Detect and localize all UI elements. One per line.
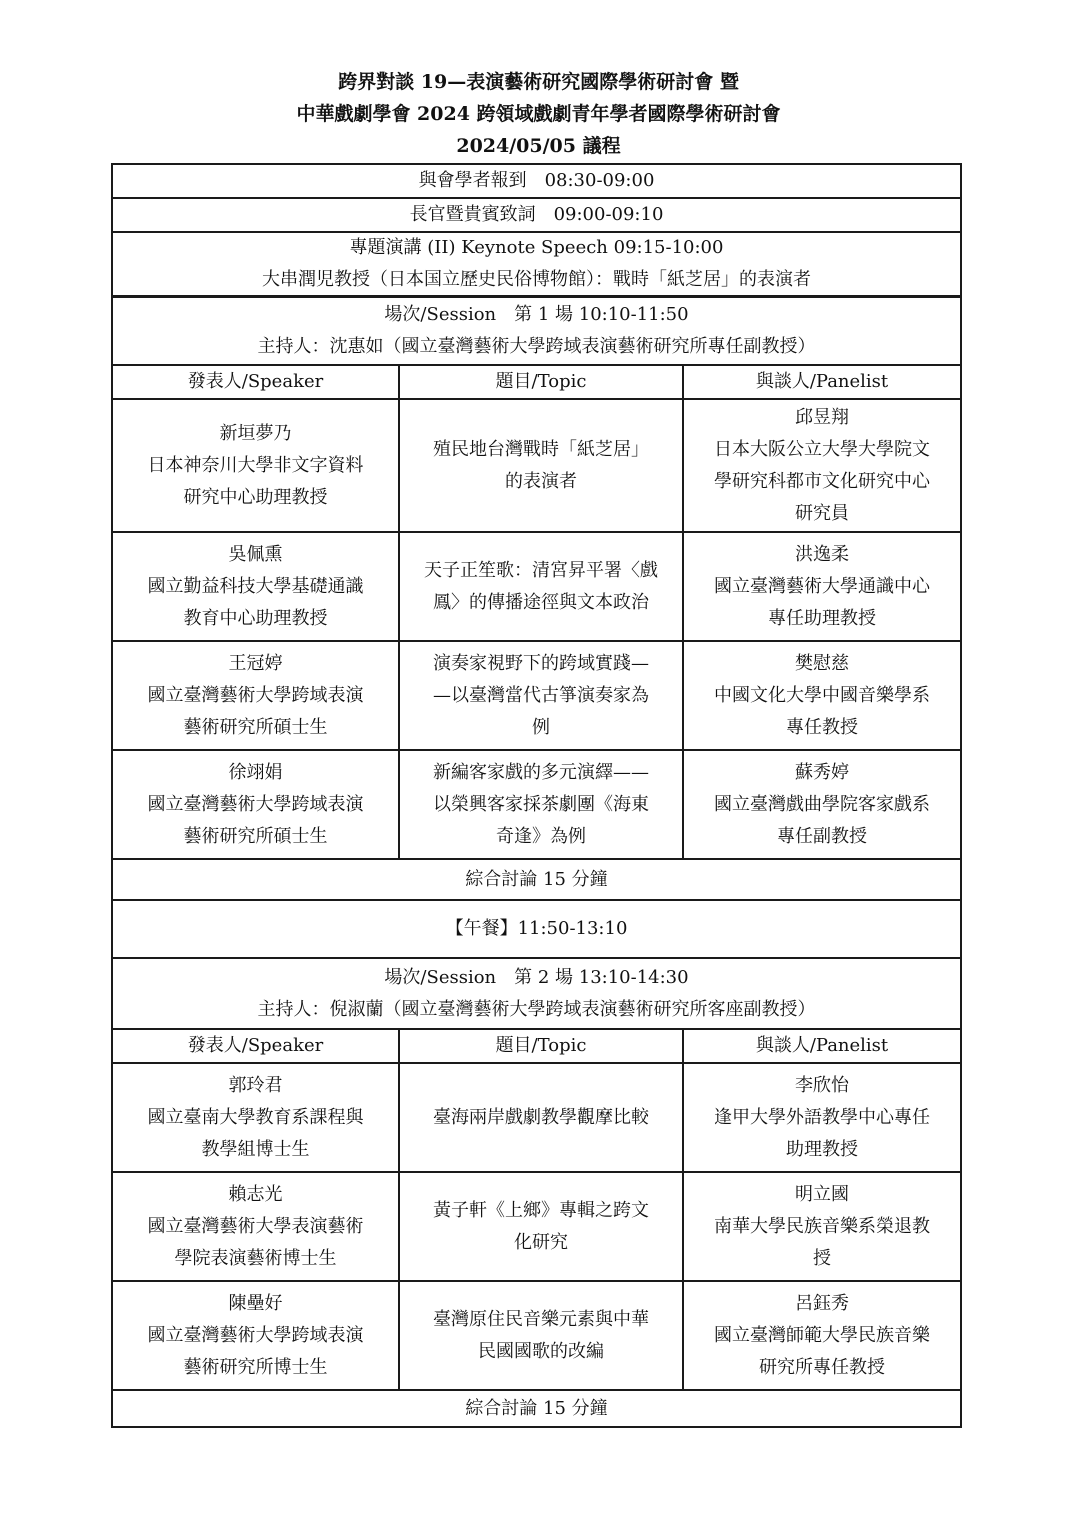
speaker-affiliation: 藝術研究所博士生: [183, 1356, 328, 1378]
panelist-affiliation: 專任教授: [786, 716, 858, 738]
session-1-discussion: 綜合討論 15 分鐘: [465, 868, 608, 890]
speaker-name: 賴志光: [228, 1183, 283, 1205]
panelist-affiliation: 南華大學民族音樂系榮退教: [714, 1215, 930, 1237]
topic-cell: [398, 1064, 682, 1171]
panelist-affiliation: 授: [813, 1247, 831, 1269]
lunch-block: [111, 899, 962, 959]
speaker-affiliation: 國立臺南大學教育系課程與: [147, 1106, 364, 1128]
topic-line: 演奏家視野下的跨域實踐—: [433, 652, 649, 674]
panelist-affiliation: 國立臺灣師範大學民族音樂: [714, 1324, 930, 1346]
topic-line: 黃子軒《上鄉》專輯之跨文: [433, 1199, 649, 1221]
panelist-cell: [682, 642, 960, 749]
speaker-cell: [113, 751, 398, 858]
topic-line: 臺灣原住民音樂元素與中華: [433, 1308, 649, 1330]
panelist-cell: [682, 1282, 960, 1389]
opening-block: [111, 163, 962, 297]
column-header-panelist: 與談人/Panelist: [682, 366, 960, 398]
topic-line: 奇逢》為例: [496, 825, 586, 847]
speaker-affiliation: 國立臺灣藝術大學跨域表演: [147, 1324, 364, 1346]
speaker-affiliation: 國立臺灣藝術大學跨域表演: [147, 793, 364, 815]
table-row: [113, 749, 960, 858]
panelist-name: 洪逸柔: [795, 543, 849, 565]
panelist-name: 蘇秀婷: [795, 761, 849, 783]
speaker-name: 新垣夢乃: [219, 422, 292, 444]
speaker-name: 徐翊娟: [228, 761, 283, 783]
topic-line: 臺海兩岸戲劇教學觀摩比較: [433, 1106, 649, 1128]
speaker-affiliation: 教學組博士生: [201, 1138, 310, 1160]
panelist-name: 呂鈺秀: [795, 1292, 849, 1314]
panelist-name: 李欣怡: [795, 1074, 849, 1096]
topic-cell: [398, 751, 682, 858]
panelist-affiliation: 助理教授: [786, 1138, 858, 1160]
speaker-affiliation: 研究中心助理教授: [183, 486, 328, 508]
speaker-name: 陳壘好: [228, 1292, 283, 1314]
column-header-panelist: 與談人/Panelist: [682, 1030, 960, 1062]
table-row: [113, 1062, 960, 1171]
topic-cell: [398, 1173, 682, 1280]
topic-line: 天子正笙歌：清宮昇平署〈戲: [424, 559, 658, 581]
topic-cell: [398, 1282, 682, 1389]
table-row: [113, 531, 960, 640]
agenda-date-title: 2024/05/05 議程: [456, 135, 621, 157]
session-1-block: [111, 296, 962, 901]
panelist-cell: [682, 751, 960, 858]
speaker-name: 吳佩熏: [228, 543, 283, 565]
speaker-cell: [113, 400, 398, 531]
keynote-title: 專題演講 (II) Keynote Speech 09:15-10:00: [349, 237, 724, 258]
speaker-cell: [113, 1282, 398, 1389]
speaker-cell: [113, 642, 398, 749]
speaker-affiliation: 藝術研究所碩士生: [183, 825, 328, 847]
panelist-cell: [682, 533, 960, 640]
panelist-affiliation: 學研究科都市文化研究中心: [714, 470, 930, 492]
topic-line: —以臺灣當代古箏演奏家為: [433, 684, 649, 706]
panelist-cell: [682, 1173, 960, 1280]
table-row: [113, 1171, 960, 1280]
topic-line: 民國國歌的改編: [478, 1340, 604, 1362]
table-row: [113, 398, 960, 531]
address-row: 長官暨貴賓致詞 09:00-09:10: [409, 204, 664, 225]
keynote-detail: 大串潤児教授（日本国立歷史民俗博物館）：戰時「紙芝居」的表演者: [262, 269, 811, 290]
table-row: [113, 1280, 960, 1389]
topic-line: 鳳〉的傳播途徑與文本政治: [433, 591, 649, 613]
speaker-affiliation: 學院表演藝術博士生: [174, 1247, 337, 1269]
table-row: [113, 640, 960, 749]
speaker-name: 郭玲君: [228, 1074, 283, 1096]
lunch-break: 【午餐】11:50-13:10: [445, 918, 628, 939]
speaker-affiliation: 藝術研究所碩士生: [183, 716, 328, 738]
session-2-host: 主持人：倪淑蘭（國立臺灣藝術大學跨域表演藝術研究所客座副教授）: [257, 998, 816, 1020]
panelist-affiliation: 研究員: [795, 502, 849, 524]
panelist-affiliation: 專任助理教授: [768, 607, 876, 629]
column-header-topic: 題目/Topic: [398, 1030, 682, 1062]
panelist-affiliation: 國立臺灣戲曲學院客家戲系: [714, 793, 930, 815]
panelist-affiliation: 研究所專任教授: [759, 1356, 885, 1378]
speaker-cell: [113, 1173, 398, 1280]
panelist-name: 明立國: [795, 1183, 849, 1205]
panelist-name: 邱昱翔: [795, 406, 849, 428]
session-1-title: 場次/Session 第 1 場 10:10-11:50: [384, 304, 689, 325]
topic-cell: [398, 533, 682, 640]
panelist-affiliation: 日本大阪公立大學大學院文: [714, 438, 930, 460]
session-2-discussion: 綜合討論 15 分鐘: [465, 1397, 608, 1419]
topic-line: 例: [532, 716, 550, 738]
session-2-block: [111, 957, 962, 1428]
panelist-cell: [682, 400, 960, 531]
panelist-cell: [682, 1064, 960, 1171]
topic-line: 殖民地台灣戰時「紙芝居」: [433, 438, 649, 460]
topic-cell: [398, 642, 682, 749]
speaker-cell: [113, 1064, 398, 1171]
keynote-row: [113, 233, 960, 295]
speaker-affiliation: 國立臺灣藝術大學跨域表演: [147, 684, 364, 706]
column-header-speaker: 發表人/Speaker: [187, 1035, 324, 1056]
agenda-title-line1: 跨界對談 19—表演藝術研究國際學術研討會 暨: [338, 71, 739, 93]
registration-row: 與會學者報到 08:30-09:00: [418, 170, 655, 191]
panelist-affiliation: 中國文化大學中國音樂學系: [714, 684, 930, 706]
topic-line: 化研究: [514, 1231, 568, 1253]
speaker-cell: [113, 533, 398, 640]
column-header-topic: 題目/Topic: [398, 366, 682, 398]
topic-line: 的表演者: [505, 470, 577, 492]
agenda-title-line2: 中華戲劇學會 2024 跨領域戲劇青年學者國際學術研討會: [296, 103, 781, 125]
panelist-affiliation: 國立臺灣藝術大學通識中心: [714, 575, 930, 597]
session-2-title: 場次/Session 第 2 場 13:10-14:30: [384, 966, 689, 988]
topic-line: 新編客家戲的多元演繹——: [433, 761, 649, 783]
panelist-name: 樊慰慈: [795, 652, 849, 674]
session-2-header: [113, 959, 960, 1028]
panelist-affiliation: 專任副教授: [777, 825, 867, 847]
topic-cell: [398, 400, 682, 531]
session-1-host: 主持人：沈惠如（國立臺灣藝術大學跨域表演藝術研究所專任副教授）: [257, 336, 816, 357]
panelist-affiliation: 逢甲大學外語教學中心專任: [714, 1106, 930, 1128]
speaker-affiliation: 日本神奈川大學非文字資料: [147, 454, 364, 476]
speaker-affiliation: 國立勤益科技大學基礎通識: [147, 575, 364, 597]
speaker-name: 王冠婷: [228, 652, 283, 674]
column-header-speaker: 發表人/Speaker: [187, 371, 324, 392]
session-1-header: [113, 298, 960, 364]
topic-line: 以榮興客家採茶劇團《海東: [433, 793, 649, 815]
speaker-affiliation: 國立臺灣藝術大學表演藝術: [147, 1215, 364, 1237]
speaker-affiliation: 教育中心助理教授: [183, 607, 328, 629]
